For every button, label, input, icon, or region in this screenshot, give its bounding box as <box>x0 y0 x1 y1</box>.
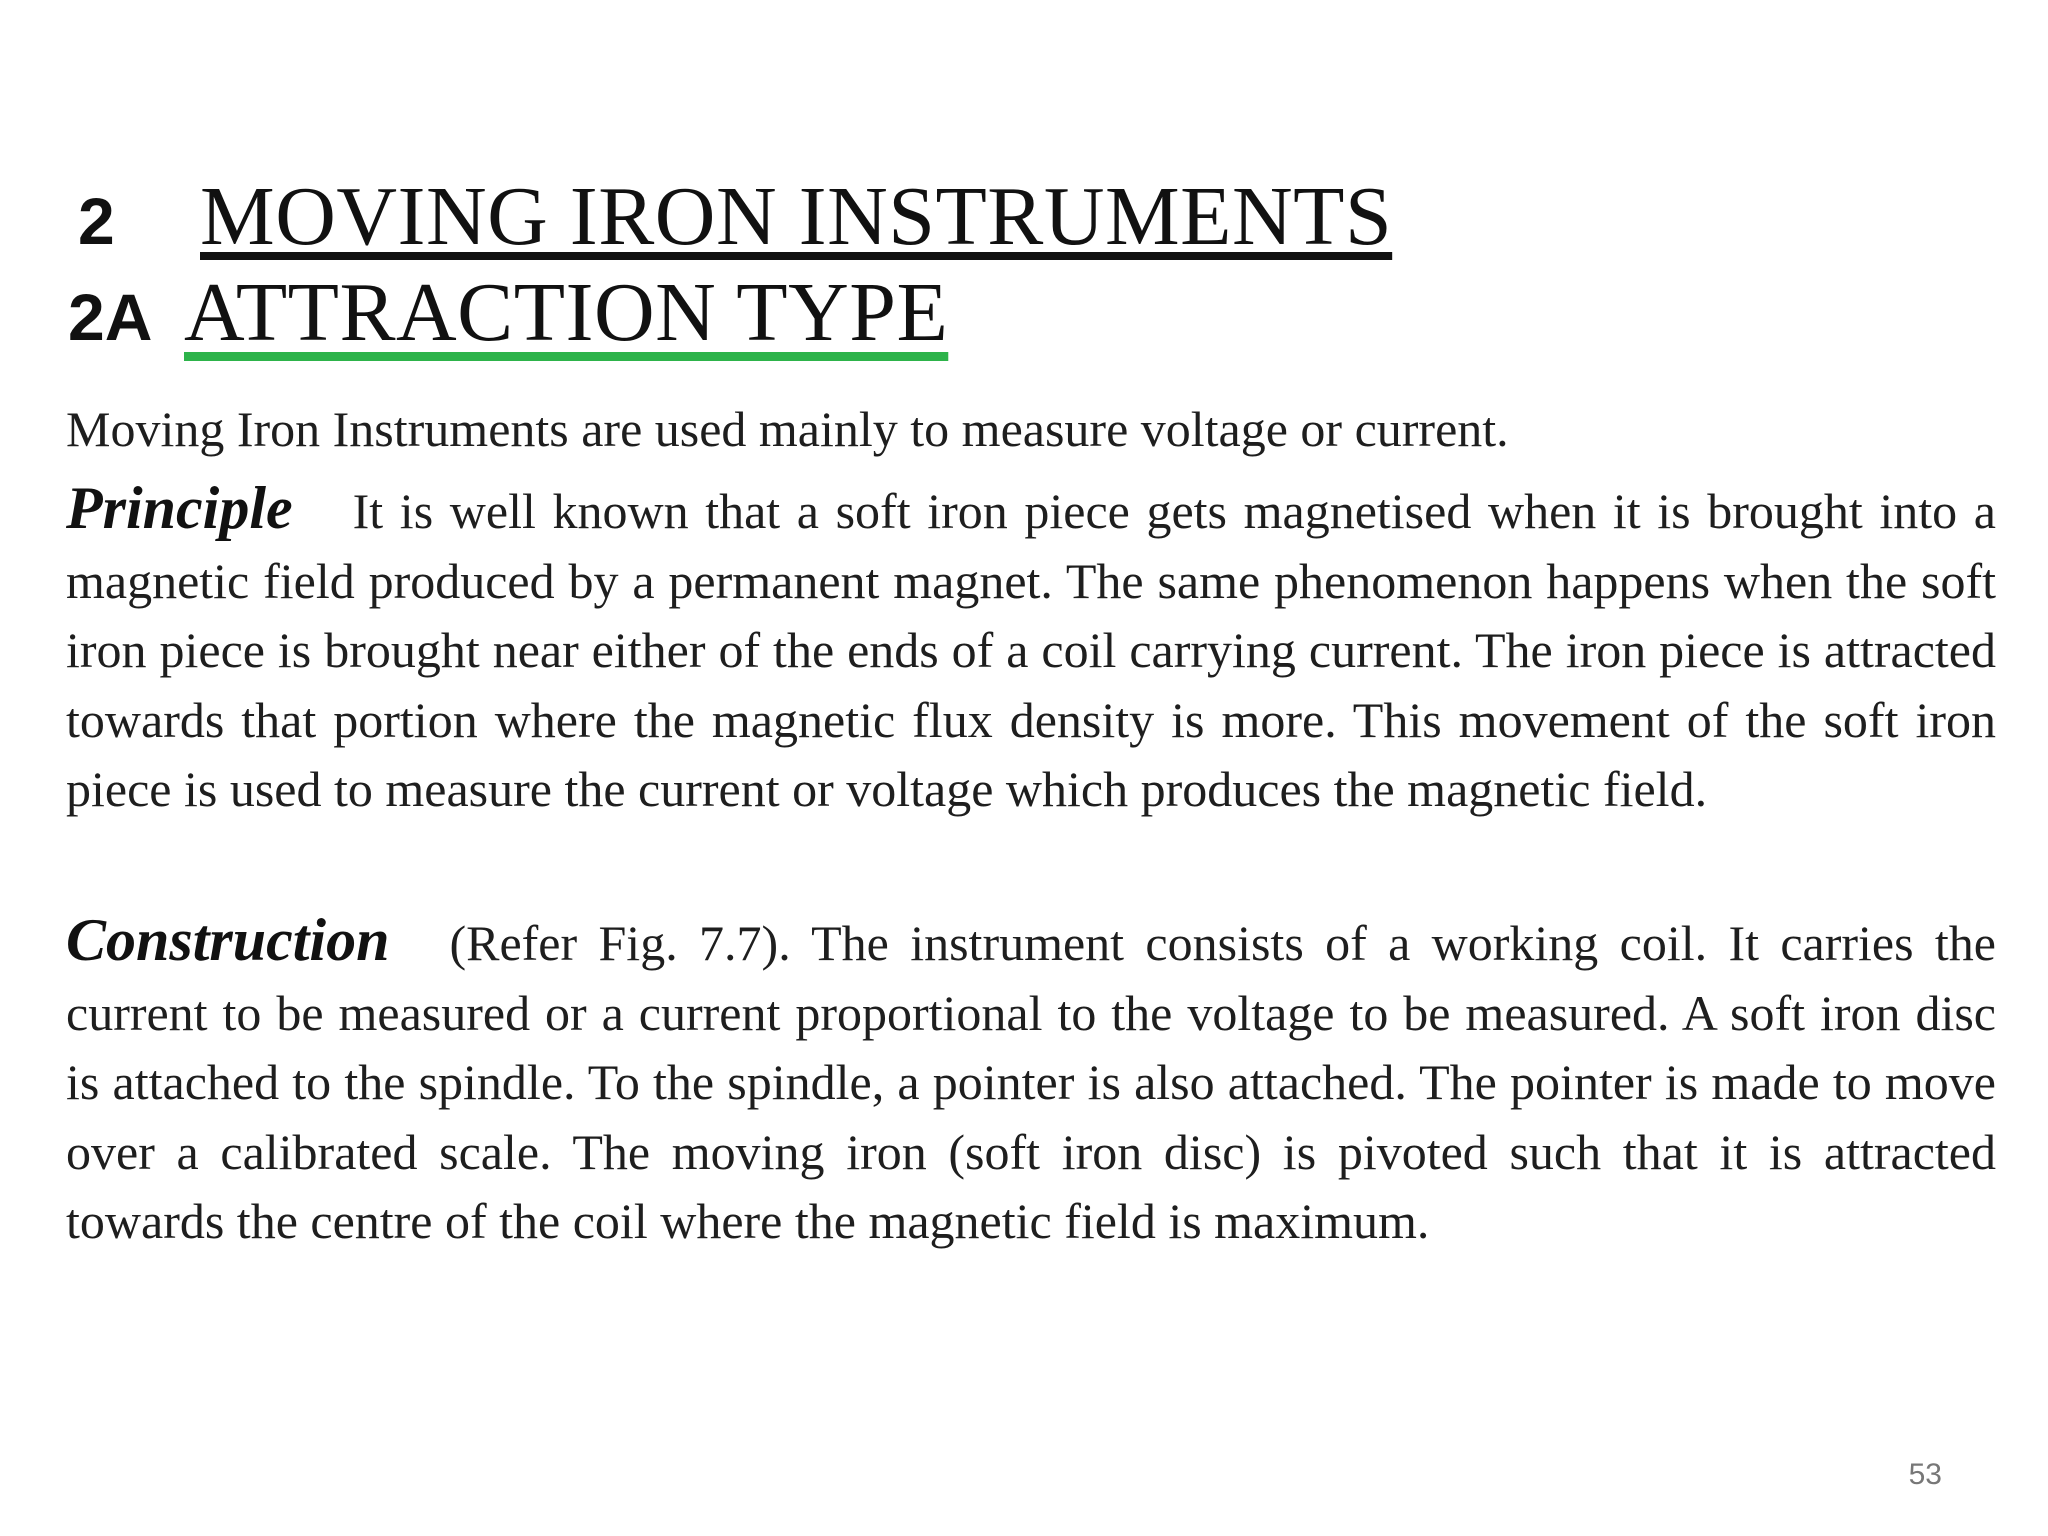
principle-label: Principle <box>66 475 293 541</box>
subsection-title: ATTRACTION TYPE <box>184 266 949 359</box>
construction-label: Construction <box>66 907 390 973</box>
subsection-heading <box>68 264 948 361</box>
section-title: MOVING IRON INSTRUMENTS <box>200 170 1393 263</box>
subsection-number: 2A <box>68 280 153 354</box>
section-number: 2 <box>78 184 115 258</box>
principle-paragraph <box>66 474 1996 825</box>
section-heading <box>68 168 1392 265</box>
page-number: 53 <box>1908 1458 1942 1491</box>
principle-text: It is well known that a soft iron piece gets magnetised when it is brought into a magnetic field produced by a permanent magnet. The same phenomenon happens when the soft iron piece is brought near either of the ends of a coil carrying current. The iron piece is attracted towards that portion where the magnetic flux density is more. This movement of the soft iron piece is used to measure the current or voltage which produces the magnetic field. <box>66 483 1996 817</box>
intro-sentence: Moving Iron Instruments are used mainly to measure voltage or current. <box>66 401 1509 457</box>
construction-paragraph <box>66 906 1996 1257</box>
construction-text: (Refer Fig. 7.7). The instrument consists of a working coil. It carries the current to be measured or a current proportional to the voltage to be measured. A soft iron disc is attached to the spindle. To the spindle, a pointer is also attached. The pointer is made to move over a calibrated scale. The moving iron (soft iron disc) is pivoted such that it is attracted towards the centre of the coil where the magnetic field is maximum. <box>66 915 1996 1249</box>
